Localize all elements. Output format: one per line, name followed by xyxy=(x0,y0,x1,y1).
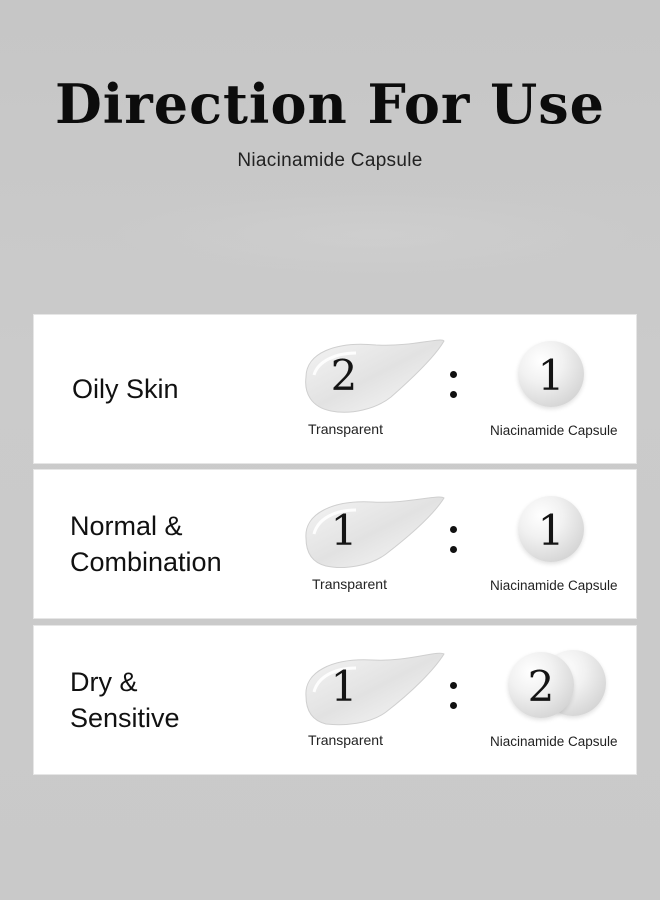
gel-swatch-icon xyxy=(296,490,446,570)
capsule-label: Niacinamide Capsule xyxy=(490,734,618,749)
transparent-label: Transparent xyxy=(312,576,387,592)
transparent-label: Transparent xyxy=(308,732,383,748)
transparent-label: Transparent xyxy=(308,421,383,437)
background-glow xyxy=(110,190,640,280)
skin-type-label: Dry & Sensitive xyxy=(70,667,180,733)
pearl-capsule-icon xyxy=(504,646,614,726)
page-title: Direction For Use xyxy=(54,72,606,136)
skin-type-label: Normal & Combination xyxy=(70,511,222,577)
ratio-colon xyxy=(447,365,459,401)
skin-type-label: Oily Skin xyxy=(72,374,179,404)
direction-row-dry xyxy=(34,626,636,774)
gel-swatch-icon xyxy=(296,646,446,726)
transparent-ratio: 1 xyxy=(330,662,358,711)
direction-row-normal xyxy=(34,470,636,618)
transparent-ratio: 1 xyxy=(330,506,358,555)
capsule-ratio: 2 xyxy=(527,662,555,711)
capsule-ratio: 1 xyxy=(537,506,565,555)
capsule-label: Niacinamide Capsule xyxy=(490,423,618,438)
transparent-ratio: 2 xyxy=(330,351,358,400)
ratio-colon xyxy=(447,676,459,712)
pearl-capsule-icon xyxy=(504,335,614,415)
capsule-ratio: 1 xyxy=(537,351,565,400)
direction-row-oily xyxy=(34,315,636,463)
ratio-colon xyxy=(447,520,459,556)
pearl-capsule-icon xyxy=(504,490,614,570)
capsule-label: Niacinamide Capsule xyxy=(490,578,618,593)
gel-swatch-icon xyxy=(296,335,446,415)
page-subtitle: Niacinamide Capsule xyxy=(237,150,423,171)
